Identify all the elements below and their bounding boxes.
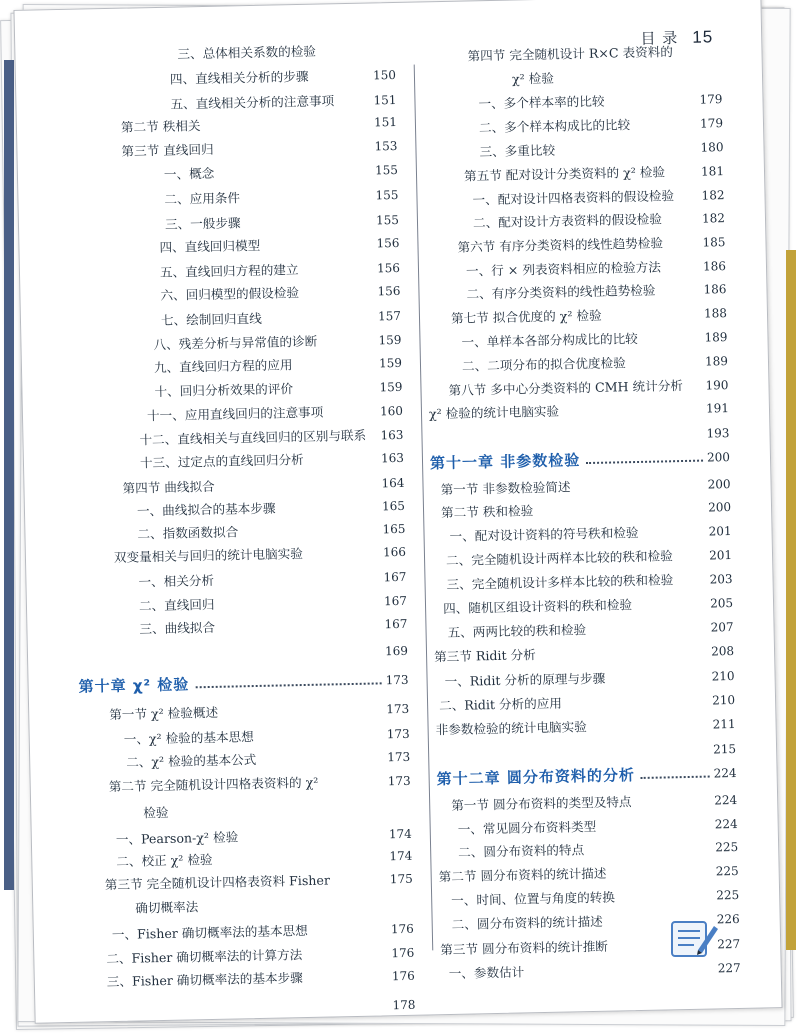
- toc-entry: [434, 644, 734, 664]
- entry-title: 四、随机区组设计资料的秩和检验: [442, 597, 633, 617]
- entry-title: 二、圆分布资料的统计描述: [451, 913, 603, 932]
- toc-entry: [84, 922, 414, 943]
- toc-entry: [430, 477, 730, 497]
- toc-entry: [85, 969, 415, 990]
- toc-entry: [69, 213, 399, 234]
- toc-entry: [77, 594, 407, 615]
- toc-entry: [82, 849, 412, 870]
- toc-entry: [429, 401, 729, 421]
- toc-entry: [423, 140, 723, 160]
- entry-title: 二、校正 χ² 检验: [116, 851, 213, 869]
- page-number: 188: [703, 306, 728, 321]
- entry-title: 十一、应用直线回归的注意事项: [146, 404, 324, 424]
- entry-title: 三、曲线拟合: [139, 619, 216, 637]
- toc-entry: [435, 717, 735, 737]
- entry-title: 第三节 完全随机设计四格表资料 Fisher: [104, 872, 331, 893]
- toc-entry: [431, 500, 731, 520]
- page-number: 156: [376, 235, 400, 251]
- toc-entry: [80, 750, 410, 771]
- page-number: 167: [384, 616, 408, 632]
- entry-title: 一、Ridit 分析的原理与步骤: [444, 670, 606, 690]
- toc-entry: [429, 426, 729, 446]
- entry-title: 一、Pearson-χ² 检验: [115, 829, 239, 847]
- page-number: 193: [706, 426, 730, 441]
- toc-entry: [67, 139, 397, 160]
- chapter-heading: [429, 450, 731, 473]
- page-number: 173: [386, 701, 410, 717]
- chapter-title: 第十一章 非参数检验: [429, 451, 581, 473]
- entry-title: 一、配对设计四格表资料的假设检验: [472, 188, 675, 208]
- toc-entry: [71, 333, 401, 354]
- entry-title: 一、相关分析: [138, 572, 215, 590]
- page-number: 166: [382, 544, 407, 560]
- entry-title: 二、χ² 检验的基本公式: [126, 752, 257, 770]
- page-number: 201: [708, 524, 732, 539]
- page-number: 178: [392, 997, 416, 1013]
- page-number: 224: [714, 816, 738, 832]
- page-number: 173: [387, 749, 411, 765]
- entry-title: 五、直线回归方程的建立: [159, 262, 299, 280]
- entry-title: χ² 检验的统计电脑实验: [428, 403, 560, 422]
- page-number: 186: [702, 259, 727, 274]
- entry-title: 非参数检验的统计电脑实验: [435, 719, 587, 738]
- page-number: 173: [387, 773, 411, 789]
- toc-entry: [428, 354, 728, 374]
- entry-title: 三、多重比较: [479, 142, 556, 160]
- page-number: 156: [377, 283, 401, 299]
- page-number: 203: [709, 572, 733, 587]
- page-number: 175: [389, 871, 413, 887]
- toc-entry: [76, 570, 406, 591]
- header-section: 目 录: [640, 29, 679, 48]
- entry-title: 第三节 Ridit 分析: [433, 647, 536, 665]
- page-number: 174: [389, 848, 413, 864]
- chapter-title: 第十章 χ² 检验: [78, 675, 190, 696]
- entry-title: 一、曲线拟合的基本步骤: [136, 500, 276, 519]
- page-number: 155: [375, 187, 399, 203]
- page-number: 176: [390, 921, 414, 937]
- toc-entry: [438, 840, 738, 860]
- page-number: 210: [711, 668, 735, 684]
- page-number: 163: [380, 450, 405, 466]
- page-number: 226: [716, 911, 740, 927]
- toc-entry: [433, 596, 733, 616]
- page-number: 224: [714, 792, 738, 808]
- entry-title: χ² 检验: [511, 70, 555, 87]
- toc-entry: [425, 235, 725, 255]
- entry-title: 第五节 配对设计分类资料的 χ² 检验: [463, 164, 666, 184]
- toc-entry: [426, 282, 726, 302]
- page-number: 224: [713, 765, 737, 781]
- entry-title: 第四节 曲线拟合: [122, 478, 215, 496]
- page-number: 165: [381, 498, 406, 514]
- entry-title: 第二节 秩和检验: [440, 503, 534, 521]
- page-number: 225: [715, 863, 739, 879]
- page-number: 159: [379, 379, 403, 395]
- entry-title: 确切概率法: [135, 899, 199, 916]
- entry-title: 二、二项分布的拟合优度检验: [461, 355, 626, 374]
- entry-title: 第一节 非参数检验简述: [440, 479, 571, 498]
- toc-entry: [78, 644, 408, 665]
- entry-title: 第一节 圆分布资料的类型及特点: [451, 794, 632, 813]
- left-column: [65, 43, 416, 1013]
- entry-title: 第二节 秩相关: [120, 118, 201, 135]
- entry-title: 六、回归模型的假设检验: [160, 285, 300, 303]
- page-number: 159: [378, 355, 403, 371]
- page-number: 186: [703, 282, 727, 297]
- page-number: 200: [707, 500, 732, 515]
- page-number: 151: [373, 92, 397, 108]
- entry-title: 第三节 圆分布资料的统计推断: [440, 938, 609, 958]
- entry-title: 一、参数估计: [448, 964, 525, 982]
- page-number: 205: [709, 596, 734, 611]
- toc-entry: [82, 827, 412, 848]
- page-number: 225: [715, 839, 739, 855]
- toc-entry: [437, 793, 737, 813]
- toc-entry: [75, 499, 405, 520]
- page-number: 173: [385, 672, 409, 688]
- page-number: 200: [706, 450, 731, 465]
- toc-entry: [84, 946, 414, 967]
- entry-title: 第三节 直线回归: [121, 141, 214, 159]
- entry-title: 二、完全随机设计两样本比较的秩和检验: [445, 548, 673, 569]
- toc-entry: [71, 309, 401, 330]
- entry-title: 二、圆分布资料的特点: [458, 842, 585, 860]
- toc-entry: [423, 116, 723, 136]
- entry-title: 第八节 多中心分类资料的 CMH 统计分析: [448, 378, 684, 398]
- dot-leader: [641, 776, 710, 779]
- book-cover-edge-left: [4, 60, 14, 890]
- page-number: 179: [699, 92, 723, 107]
- entry-title: 三、一般步骤: [164, 215, 241, 232]
- entry-title: 二、直线回归: [138, 596, 215, 614]
- page-number: 182: [701, 211, 726, 226]
- entry-title: 十三、过定点的直线回归分析: [139, 451, 304, 471]
- page-number: 179: [699, 116, 724, 131]
- page-number: 164: [381, 475, 405, 491]
- toc-entry: [74, 451, 404, 472]
- notepad-pencil-icon: [668, 916, 720, 960]
- toc-entry: [83, 872, 413, 893]
- page-number: 156: [376, 260, 401, 276]
- entry-title: 三、完全随机设计多样本比较的秩和检验: [446, 572, 674, 592]
- entry-title: 二、Ridit 分析的应用: [438, 695, 563, 714]
- toc-entry: [422, 92, 722, 112]
- toc-entry: [77, 617, 407, 638]
- chapter-title: 第十二章 圆分布资料的分析: [436, 766, 636, 789]
- toc-entry: [72, 380, 402, 401]
- page-number: 189: [704, 330, 728, 345]
- toc-entry: [424, 188, 724, 208]
- toc-entry: [428, 378, 728, 398]
- toc-entry: [70, 284, 400, 305]
- toc-entry: [68, 188, 398, 209]
- entry-title: 二、Fisher 确切概率法的计算方法: [106, 947, 303, 967]
- toc-entry: [434, 669, 734, 689]
- page-number: 165: [382, 521, 406, 537]
- page-number: 169: [384, 643, 409, 659]
- toc-entry: [422, 68, 722, 88]
- page-number: 210: [712, 692, 736, 708]
- page-number: 182: [701, 188, 725, 203]
- entry-title: 二、应用条件: [164, 190, 241, 207]
- entry-title: 第四节 完全随机设计 R×C 表资料的: [467, 44, 674, 64]
- page-number: 173: [386, 726, 410, 742]
- entry-title: 二、多个样本构成比的比较: [478, 117, 631, 136]
- page-number: 225: [716, 887, 740, 903]
- page-number: 155: [374, 162, 399, 178]
- dot-leader: [586, 460, 703, 464]
- page-number: 163: [380, 427, 404, 443]
- entry-title: 第六节 有序分类资料的线性趋势检验: [457, 235, 664, 255]
- entry-title: 十二、直线相关与直线回归的区别与联系: [139, 427, 367, 448]
- toc-entry: [81, 801, 411, 822]
- toc-page: [13, 0, 782, 1024]
- page-number: 151: [373, 114, 398, 130]
- page-number: 227: [717, 936, 741, 952]
- page-number: 167: [383, 593, 408, 609]
- entry-title: 五、两两比较的秩和检验: [447, 622, 587, 640]
- toc-entry: [67, 115, 397, 136]
- page-number: 208: [710, 643, 735, 659]
- toc-entry: [439, 864, 739, 884]
- entry-title: 八、残差分析与异常值的诊断: [153, 333, 318, 353]
- page-number: 215: [713, 741, 737, 757]
- toc-entry: [433, 620, 733, 640]
- page-number: 227: [717, 960, 741, 976]
- toc-entry: [439, 888, 739, 908]
- entry-title: 第二节 圆分布资料的统计描述: [438, 865, 607, 885]
- page-number: 159: [378, 332, 402, 348]
- toc-entry: [425, 211, 725, 231]
- toc-entry: [70, 261, 400, 282]
- page-number: 176: [391, 945, 415, 961]
- book-cover-edge-right: [786, 250, 796, 950]
- page-number: 176: [391, 968, 415, 984]
- entry-title: 一、多个样本率的比较: [478, 93, 605, 112]
- entry-title: 一、概念: [163, 165, 215, 182]
- toc-entry: [73, 404, 403, 425]
- toc-entry: [65, 43, 395, 64]
- page-number: 160: [379, 403, 404, 419]
- page-number: 201: [708, 548, 733, 563]
- toc-entry: [79, 702, 409, 723]
- toc-entry: [427, 306, 727, 326]
- page-number: 150: [372, 67, 397, 83]
- entry-title: 第七节 拟合优度的 χ² 检验: [450, 307, 602, 326]
- entry-title: 双变量相关与回归的统计电脑实验: [113, 546, 303, 565]
- entry-title: 二、配对设计方表资料的假设检验: [472, 211, 663, 231]
- entry-title: 九、直线回归方程的应用: [153, 357, 293, 376]
- toc-entry: [75, 522, 405, 543]
- header-page-number: 15: [692, 27, 714, 47]
- page-number: 207: [710, 620, 734, 635]
- page-number: 180: [700, 140, 724, 155]
- entry-title: 三、Fisher 确切概率法的基本步骤: [106, 970, 303, 990]
- entry-title: 四、直线相关分析的步骤: [169, 68, 309, 87]
- toc-entry: [435, 693, 735, 713]
- toc-entry: [72, 356, 402, 377]
- page-number: 185: [702, 235, 726, 250]
- entry-title: 二、有序分类资料的线性趋势检验: [466, 282, 656, 302]
- entry-title: 四、直线回归模型: [159, 237, 261, 255]
- toc-entry: [427, 330, 727, 350]
- entry-title: 第二节 完全随机设计四格表资料的 χ²: [108, 774, 319, 795]
- toc-entry: [85, 998, 415, 1019]
- toc-entry: [80, 727, 410, 748]
- entry-title: 二、指数函数拟合: [137, 524, 239, 542]
- toc-entry: [74, 476, 404, 497]
- dot-leader: [195, 682, 381, 688]
- toc-entry: [431, 524, 731, 544]
- toc-entry: [441, 961, 741, 981]
- entry-title: 检验: [143, 804, 169, 821]
- entry-title: 三、总体相关系数的检验: [177, 43, 317, 62]
- entry-title: 十、回归分析效果的评价: [154, 381, 294, 400]
- chapter-heading: [436, 765, 737, 789]
- toc-entry: [424, 164, 724, 184]
- toc-entry: [73, 428, 403, 449]
- entry-title: 七、绘制回归直线: [160, 310, 262, 328]
- toc-entry: [438, 817, 738, 837]
- page-number: 157: [377, 308, 402, 324]
- page-number: 153: [374, 138, 398, 154]
- page-number: 211: [712, 716, 736, 732]
- entry-title: 一、行 × 列表资料相应的检验方法: [465, 259, 662, 279]
- entry-title: 一、常见圆分布资料类型: [457, 818, 597, 837]
- page-number: 167: [383, 569, 407, 585]
- page-number: 189: [704, 354, 729, 369]
- entry-title: 一、χ² 检验的基本思想: [123, 729, 254, 747]
- toc-entry: [436, 742, 736, 762]
- page-number: 200: [707, 477, 731, 492]
- page-number: 191: [705, 401, 730, 416]
- page-number: 155: [375, 212, 400, 228]
- toc-entry: [66, 68, 396, 89]
- entry-title: 一、配对设计资料的符号秩和检验: [449, 524, 639, 544]
- toc-entry: [83, 896, 413, 917]
- toc-entry: [432, 548, 732, 568]
- toc-entry: [76, 545, 406, 566]
- entry-title: 一、单样本各部分构成比的比较: [461, 330, 638, 350]
- toc-entry: [421, 44, 721, 64]
- toc-entry: [432, 572, 732, 592]
- toc-entry: [69, 236, 399, 257]
- entry-title: 五、直线相关分析的注意事项: [170, 93, 335, 112]
- page-number: 190: [705, 378, 729, 393]
- page-number: 174: [388, 826, 412, 842]
- toc-entry: [66, 93, 396, 114]
- page-number: 181: [700, 164, 725, 179]
- toc-entry: [426, 259, 726, 279]
- entry-title: 一、Fisher 确切概率法的基本思想: [111, 922, 308, 943]
- entry-title: 一、时间、位置与角度的转换: [451, 889, 616, 908]
- chapter-heading: [79, 673, 409, 694]
- toc-entry: [81, 774, 411, 795]
- entry-title: 第一节 χ² 检验概述: [109, 704, 219, 723]
- toc-entry: [68, 163, 398, 184]
